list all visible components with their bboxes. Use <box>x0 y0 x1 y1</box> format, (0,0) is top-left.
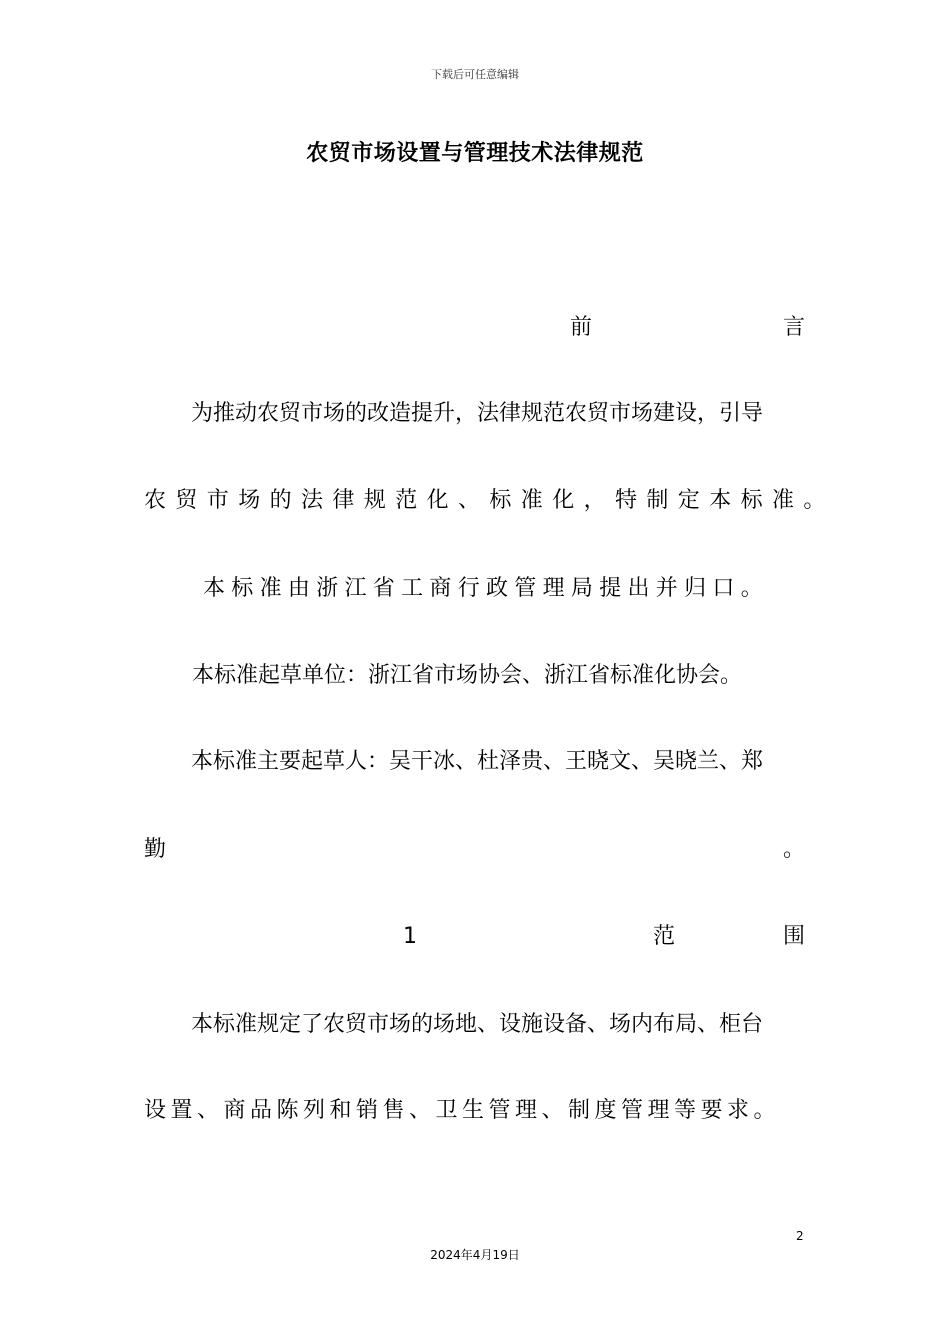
section1-heading-word1: 范 <box>653 924 676 949</box>
page-number: 2 <box>796 1229 804 1243</box>
preface-p3: 本标准起草单位：浙江省市场协会、浙江省标准化协会。 <box>192 663 743 688</box>
preface-p1-line1: 为推动农贸市场的改造提升，法律规范农贸市场建设，引导 <box>191 401 764 426</box>
section1-heading-word2: 围 <box>783 924 806 949</box>
document-title: 农贸市场设置与管理技术法律规范 <box>306 141 644 166</box>
section1-line1: 本标准规定了农贸市场的场地、设施设备、场内布局、柜台 <box>191 1012 764 1037</box>
section1-number: 1 <box>403 924 417 949</box>
preface-p2: 本标准由浙江省工商行政管理局提出并归口。 <box>203 576 770 601</box>
preface-p1-line2: 农贸市场的法律规范化、标准化，特制定本标准。 <box>144 488 835 513</box>
header-note: 下载后可任意编辑 <box>431 68 519 81</box>
preface-p4-line2-start: 勤 <box>144 837 167 862</box>
preface-heading-left: 前 <box>570 315 593 340</box>
footer-date: 2024年4月19日 <box>430 1248 520 1262</box>
preface-p4-line2-end: 。 <box>783 837 806 862</box>
preface-p4-line1: 本标准主要起草人：吴干冰、杜泽贵、王晓文、吴晓兰、郑 <box>191 749 764 774</box>
section1-line2: 设置、商品陈列和销售、卫生管理、制度管理等要求。 <box>144 1098 781 1123</box>
preface-heading-right: 言 <box>783 315 806 340</box>
